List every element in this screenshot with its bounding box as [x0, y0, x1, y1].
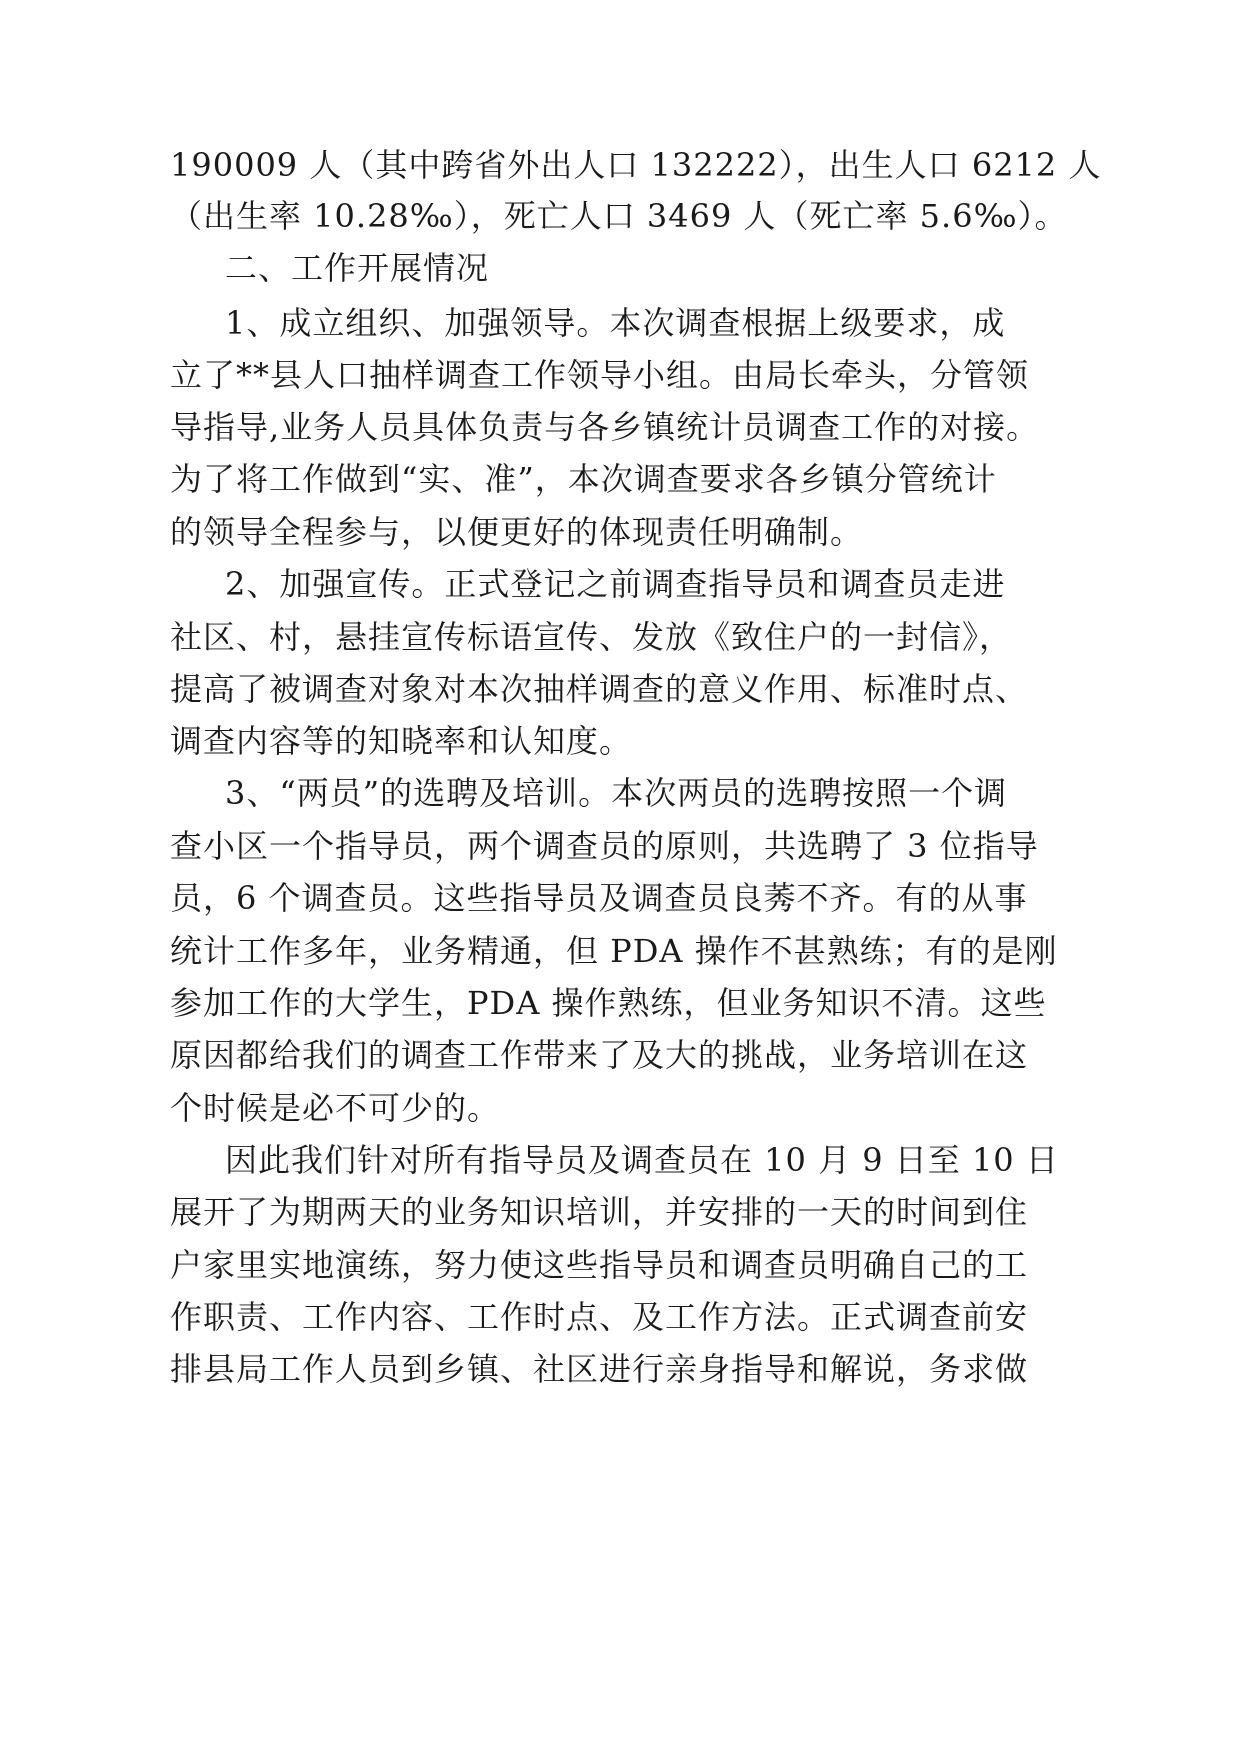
text-line [0, 1083, 1241, 1133]
text-line [0, 821, 1241, 871]
text-line-content: 导指导,业务人员具体负责与各乡镇统计员调查工作的对接。 [170, 408, 1040, 446]
text-line [0, 454, 1241, 504]
text-line-content: 员，6 个调查员。这些指导员及调查员良莠不齐。有的从事 [170, 879, 1028, 917]
text-line-content: 参加工作的大学生，PDA 操作熟练，但业务知识不清。这些 [170, 984, 1047, 1022]
text-line [0, 978, 1241, 1028]
text-line [0, 1344, 1241, 1394]
text-line [0, 559, 1241, 609]
text-line [0, 873, 1241, 923]
text-line [0, 1240, 1241, 1290]
text-line-content: 原因都给我们的调查工作带来了及大的挑战，业务培训在这 [170, 1036, 1029, 1074]
text-line [0, 1135, 1241, 1185]
text-line [0, 1187, 1241, 1237]
text-line-content: 户家里实地演练，努力使这些指导员和调查员明确自己的工 [170, 1246, 1029, 1284]
text-line [0, 1292, 1241, 1342]
text-line [0, 664, 1241, 714]
text-line-content: 3、“两员”的选聘及培训。本次两员的选聘按照一个调 [225, 774, 1008, 812]
text-line [0, 402, 1241, 452]
text-line-content: 展开了为期两天的业务知识培训，并安排的一天的时间到住 [170, 1193, 1029, 1231]
text-line-content: 提高了被调查对象对本次抽样调查的意义作用、标准时点、 [170, 670, 1029, 708]
text-line-content: 的领导全程参与，以便更好的体现责任明确制。 [170, 513, 864, 551]
text-line-content: （出生率 10.28‰），死亡人口 3469 人（死亡率 5.6‰）。 [170, 197, 1068, 235]
text-line-content: 查小区一个指导员，两个调查员的原则，共选聘了 3 位指导 [170, 827, 1039, 865]
text-line-content: 2、加强宣传。正式登记之前调查指导员和调查员走进 [225, 565, 1006, 603]
text-line [0, 1030, 1241, 1080]
text-line [0, 191, 1241, 241]
text-line-content: 作职责、工作内容、工作时点、及工作方法。正式调查前安 [170, 1298, 1029, 1336]
text-line [0, 350, 1241, 400]
text-line-content: 为了将工作做到“实、准”，本次调查要求各乡镇分管统计 [170, 460, 997, 498]
text-line-content: 统计工作多年，业务精通，但 PDA 操作不甚熟练；有的是刚 [170, 932, 1058, 970]
text-line-content: 社区、村，悬挂宣传标语宣传、发放《致住户的一封信》， [170, 618, 1013, 656]
text-line-content: 排县局工作人员到乡镇、社区进行亲身指导和解说，务求做 [170, 1350, 1029, 1388]
text-line [0, 298, 1241, 348]
text-line [0, 716, 1241, 766]
text-line-content: 因此我们针对所有指导员及调查员在 10 月 9 日至 10 日 [225, 1141, 1059, 1179]
section-heading [0, 243, 1241, 293]
text-line [0, 926, 1241, 976]
text-line [0, 140, 1241, 190]
text-line [0, 507, 1241, 557]
text-line-content: 190009 人（其中跨省外出人口 132222），出生人口 6212 人 [170, 146, 1102, 184]
text-line [0, 612, 1241, 662]
text-line-content: 调查内容等的知晓率和认知度。 [170, 722, 633, 760]
text-line-content: 立了**县人口抽样调查工作领导小组。由局长牵头，分管领 [170, 356, 1030, 394]
section-heading-text: 二、工作开展情况 [225, 249, 490, 287]
text-line-content: 个时候是必不可少的。 [170, 1089, 501, 1127]
text-line-content: 1、成立组织、加强领导。本次调查根据上级要求，成 [225, 304, 1006, 342]
text-line [0, 768, 1241, 818]
